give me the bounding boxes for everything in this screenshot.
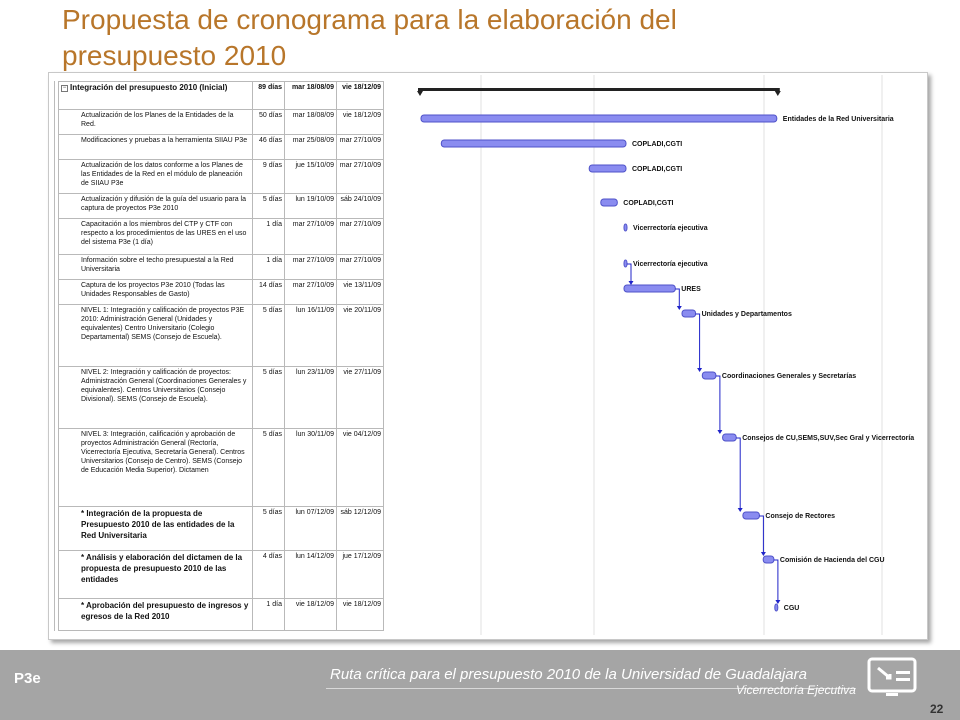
task-end: vie 18/12/09 — [337, 110, 384, 135]
task-name: Modificaciones y pruebas a la herramienta SIIAU P3e — [59, 135, 253, 160]
task-duration: 5 días — [253, 367, 285, 429]
task-bar — [763, 556, 774, 563]
gantt-timeline — [49, 73, 927, 639]
task-start: lun 16/11/09 — [285, 305, 337, 367]
task-start: vie 18/12/09 — [285, 599, 337, 631]
task-end: mar 27/10/09 — [337, 135, 384, 160]
timeline-area — [389, 75, 915, 635]
task-start: jue 15/10/09 — [285, 160, 337, 194]
task-duration: 1 día — [253, 219, 285, 255]
resource-label: COPLADI,CGTI — [623, 200, 674, 207]
task-name: Información sobre el techo presupuestal a la Red Universitaria — [59, 255, 253, 280]
page-title: Propuesta de cronograma para la elaboración del presupuesto 2010 — [62, 4, 677, 71]
task-start: mar 27/10/09 — [285, 255, 337, 280]
task-duration: 1 día — [253, 255, 285, 280]
task-name: Actualización de los Planes de la Entidades de la Red. — [59, 110, 253, 135]
page-number: 22 — [930, 702, 944, 716]
task-bar — [723, 434, 737, 441]
task-name: NIVEL 3: Integración, calificación y aprobación de proyectos Administración General (Rectoría, Vicerrectoría Ejecutiva, Secretaría General). Centros Universitarios (Consejo de Centro). SEMS (Consejo de Educación Media Superior). Dictamen — [59, 429, 253, 507]
task-bar — [441, 140, 626, 147]
task-name: * Aprobación del presupuesto de ingresos y egresos de la Red 2010 — [59, 599, 253, 631]
task-duration: 5 días — [253, 507, 285, 551]
task-bar — [589, 165, 626, 172]
task-name: Actualización de los datos conforme a los Planes de las Entidades de la Red en el módulo de planeación de SIIAU P3e — [59, 160, 253, 194]
task-duration: 5 días — [253, 429, 285, 507]
task-duration: 14 días — [253, 280, 285, 305]
task-duration: 5 días — [253, 194, 285, 219]
task-bar — [421, 115, 777, 122]
task-end: sáb 24/10/09 — [337, 194, 384, 219]
resource-label: COPLADI,CGTI — [632, 141, 683, 148]
task-duration: 46 días — [253, 135, 285, 160]
task-bar — [682, 310, 696, 317]
task-bar — [702, 372, 716, 379]
task-duration: 9 días — [253, 160, 285, 194]
gantt-chart-screenshot — [48, 72, 928, 640]
task-start: mar 25/08/09 — [285, 135, 337, 160]
resource-label: Unidades y Departamentos — [701, 311, 792, 318]
task-name: NIVEL 1: Integración y calificación de proyectos P3E 2010: Administración General (Unidades y equivalentes) Centro Universitario (Colegio Departamental) SEMS (Consejo de Escuela). — [59, 305, 253, 367]
task-end: vie 04/12/09 — [337, 429, 384, 507]
task-duration: 5 días — [253, 305, 285, 367]
task-name: NIVEL 2: Integración y calificación de proyectos: Administración General (Coordinaciones Generales y equivalentes). Centros Universitarios (Consejo Divisional). SEMS (Consejo de Escuela). — [59, 367, 253, 429]
task-start: mar 18/08/09 — [285, 110, 337, 135]
task-duration: 1 día — [253, 599, 285, 631]
task-end: mar 27/10/09 — [337, 219, 384, 255]
summary-bar — [418, 88, 780, 91]
task-duration: 4 días — [253, 551, 285, 599]
task-start: mar 27/10/09 — [285, 280, 337, 305]
computer-hand-icon — [866, 656, 918, 700]
task-name: Captura de los proyectos P3e 2010 (Todas las Unidades Responsables de Gasto) — [59, 280, 253, 305]
footer-caption: Ruta crítica para el presupuesto 2010 de la Universidad de Guadalajara — [330, 666, 807, 683]
task-duration: 50 días — [253, 110, 285, 135]
resource-label: Consejo de Rectores — [765, 513, 836, 520]
task-bar — [624, 260, 627, 267]
resource-label: CGU — [783, 605, 800, 612]
task-name: * Integración de la propuesta de Presupuesto 2010 de las entidades de la Red Universitaria — [59, 507, 253, 551]
task-start: lun 23/11/09 — [285, 367, 337, 429]
task-end: vie 18/12/09 — [337, 82, 384, 110]
task-end: vie 20/11/09 — [337, 305, 384, 367]
task-name: Integración del presupuesto 2010 (Inicial) — [59, 82, 253, 110]
footer-subcaption: Vicerrectoría Ejecutiva — [736, 683, 856, 697]
task-start: mar 18/08/09 — [285, 82, 337, 110]
task-name: Capacitación a los miembros del CTP y CTF con respecto a los procedimientos de las URES en el uso del sistema P3e (1 día) — [59, 219, 253, 255]
footer-bar — [0, 650, 960, 720]
task-end: vie 27/11/09 — [337, 367, 384, 429]
resource-label: Consejos de CU,SEMS,SUV,Sec Gral y Vicerrectoría — [742, 435, 915, 442]
task-bar — [601, 199, 618, 206]
task-bar — [775, 604, 778, 611]
task-end: vie 18/12/09 — [337, 599, 384, 631]
p3e-logo: P3e — [14, 670, 41, 687]
task-name: Actualización y difusión de la guía del usuario para la captura de proyectos P3e 2010 — [59, 194, 253, 219]
resource-label: Entidades de la Red Universitaria — [782, 116, 894, 123]
resource-label: Comisión de Hacienda del CGU — [779, 557, 885, 564]
task-name: * Análisis y elaboración del dictamen de la propuesta de presupuesto 2010 de las entidades — [59, 551, 253, 599]
task-bar — [624, 224, 627, 231]
task-duration: 89 días — [253, 82, 285, 110]
collapse-toggle-icon[interactable]: − — [62, 85, 67, 91]
resource-label: COPLADI,CGTI — [632, 166, 683, 173]
resource-label: Vicerrectoría ejecutiva — [633, 225, 708, 232]
task-end: mar 27/10/09 — [337, 160, 384, 194]
task-bar — [624, 285, 675, 292]
task-start: mar 27/10/09 — [285, 219, 337, 255]
task-bar — [743, 512, 760, 519]
task-end: jue 17/12/09 — [337, 551, 384, 599]
task-end: mar 27/10/09 — [337, 255, 384, 280]
task-start: lun 30/11/09 — [285, 429, 337, 507]
resource-label: Coordinaciones Generales y Secretarías — [721, 373, 857, 380]
task-end: vie 13/11/09 — [337, 280, 384, 305]
task-start: lun 14/12/09 — [285, 551, 337, 599]
task-start: lun 07/12/09 — [285, 507, 337, 551]
resource-label: Vicerrectoría ejecutiva — [633, 261, 708, 268]
task-start: lun 19/10/09 — [285, 194, 337, 219]
resource-label: URES — [681, 286, 701, 293]
task-end: sáb 12/12/09 — [337, 507, 384, 551]
